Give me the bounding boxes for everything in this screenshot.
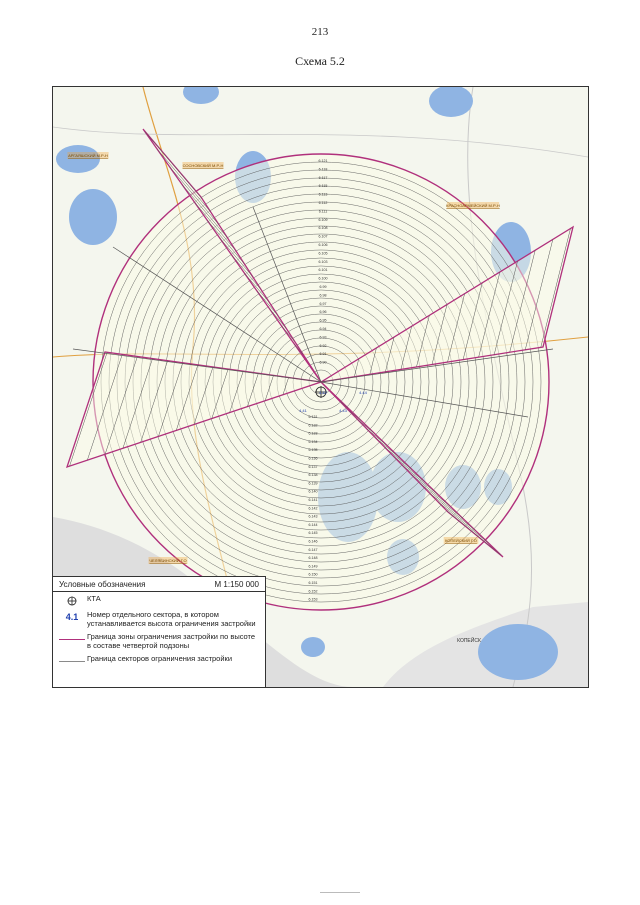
sector-label: 6.108 — [318, 226, 328, 231]
sector-label: 6.152 — [308, 589, 318, 594]
sector-label: 6.92 — [319, 343, 327, 348]
place-label: СОСНОВСКИЙ М.Р-Н — [182, 163, 224, 168]
sector-label: 6.153 — [308, 597, 318, 602]
sector-label: 6.121 — [318, 159, 328, 163]
sector-label: 6.107 — [318, 234, 328, 239]
sector-label: 6.147 — [308, 547, 318, 552]
legend-scale: М 1:150 000 — [214, 580, 259, 589]
sector-label: 6.137 — [308, 464, 318, 469]
sector-label: 6.115 — [318, 184, 328, 189]
sector-label: 6.149 — [308, 564, 318, 569]
sector-label: 6.144 — [308, 522, 318, 527]
sector-label: 6.113 — [318, 192, 328, 197]
sector-label: 6.142 — [308, 506, 318, 511]
legend-row-sector-border — [53, 652, 265, 665]
sector-label: 6.99 — [319, 285, 327, 289]
sector-label: 6.112 — [318, 201, 328, 205]
center-sector-label: 4.44 — [359, 390, 367, 395]
sector-label: 6.93 — [319, 335, 327, 340]
legend-header — [53, 577, 265, 592]
sector-label: 6.109 — [318, 217, 328, 222]
place-label: АРГАЯШСКИЙ М.Р-Н — [68, 153, 108, 158]
sector-number-label: 4.1 — [65, 612, 79, 622]
page-number: 213 — [311, 26, 329, 38]
sector-border-line-sample — [57, 654, 87, 662]
sector-label: 6.135 — [308, 448, 318, 453]
lake — [429, 87, 473, 117]
sector-label: 6.150 — [308, 572, 318, 577]
lake — [69, 189, 117, 245]
sector-label: 6.131 — [308, 415, 318, 419]
lake — [478, 624, 558, 680]
sector-label: 6.97 — [319, 301, 327, 306]
sector-label: 6.134 — [308, 439, 318, 444]
lake — [301, 637, 325, 657]
sector-label: 6.145 — [308, 531, 318, 536]
legend-text: Граница зоны ограничения застройки по высоте в составе четвертой подзоны — [87, 632, 256, 650]
sector-number-sample — [57, 610, 87, 622]
sector-label: 6.140 — [308, 489, 318, 494]
sector-label: 6.138 — [308, 473, 318, 478]
legend-title: Условные обозначения — [59, 580, 146, 589]
sector-label: 6.100 — [318, 276, 328, 281]
place-label: КРАСНОАРМЕЙСКИЙ М.Р-Н — [446, 203, 500, 208]
sector-label: 6.95 — [319, 318, 327, 323]
sector-label: 6.98 — [319, 293, 327, 298]
sector-label: 6.91 — [319, 352, 327, 357]
center-sector-label: 4.42 — [319, 390, 327, 395]
sector-label: 6.96 — [319, 310, 327, 315]
sector-label: 6.106 — [318, 243, 328, 247]
sector-label: 6.94 — [319, 327, 327, 331]
legend-row-kta — [53, 592, 265, 608]
legend-row-zone-border — [53, 630, 265, 652]
sector-label: 6.148 — [308, 556, 318, 561]
sector-label: 6.133 — [308, 431, 318, 436]
sector-label: 6.139 — [308, 481, 318, 486]
legend-text: Граница секторов ограничения застройки — [87, 654, 233, 663]
sector-label: 6.111 — [318, 209, 328, 214]
lake — [183, 87, 219, 104]
sector-label: 6.105 — [318, 251, 328, 256]
sector-label: 6.143 — [308, 514, 318, 519]
sector-label: 6.136 — [308, 456, 318, 461]
legend-text: Номер отдельного сектора, в котором устанавливается высота ограничения застройки — [87, 610, 256, 628]
legend-row-sector-number — [53, 608, 265, 630]
sector-label: 6.141 — [308, 498, 318, 502]
place-label: КОПЕЙСКИЙ Г.О — [445, 538, 477, 543]
sector-label: 6.151 — [308, 581, 318, 585]
legend — [52, 576, 266, 688]
road — [53, 127, 588, 157]
sector-label: 6.118 — [318, 167, 328, 172]
sector-label: 6.132 — [308, 423, 318, 428]
place-label: ЧЕЛЯБИНСКИЙ Г.О — [149, 558, 187, 563]
sector-label: 6.117 — [318, 175, 328, 180]
page-edge-mark — [320, 892, 360, 897]
scheme-title: Схема 5.2 — [295, 54, 345, 68]
zone-border-line-sample — [57, 632, 87, 640]
sector-label: 6.90 — [319, 360, 327, 365]
legend-text: КТА — [87, 594, 101, 603]
center-sector-label: 4.41 — [299, 408, 307, 413]
kta-icon — [57, 594, 87, 606]
sector-label: 6.146 — [308, 539, 318, 544]
place-label: КОПЕЙСК — [457, 638, 481, 644]
sector-label: 6.101 — [318, 268, 328, 273]
center-sector-label: 4.43 — [339, 408, 347, 413]
sector-label: 6.103 — [318, 259, 328, 264]
